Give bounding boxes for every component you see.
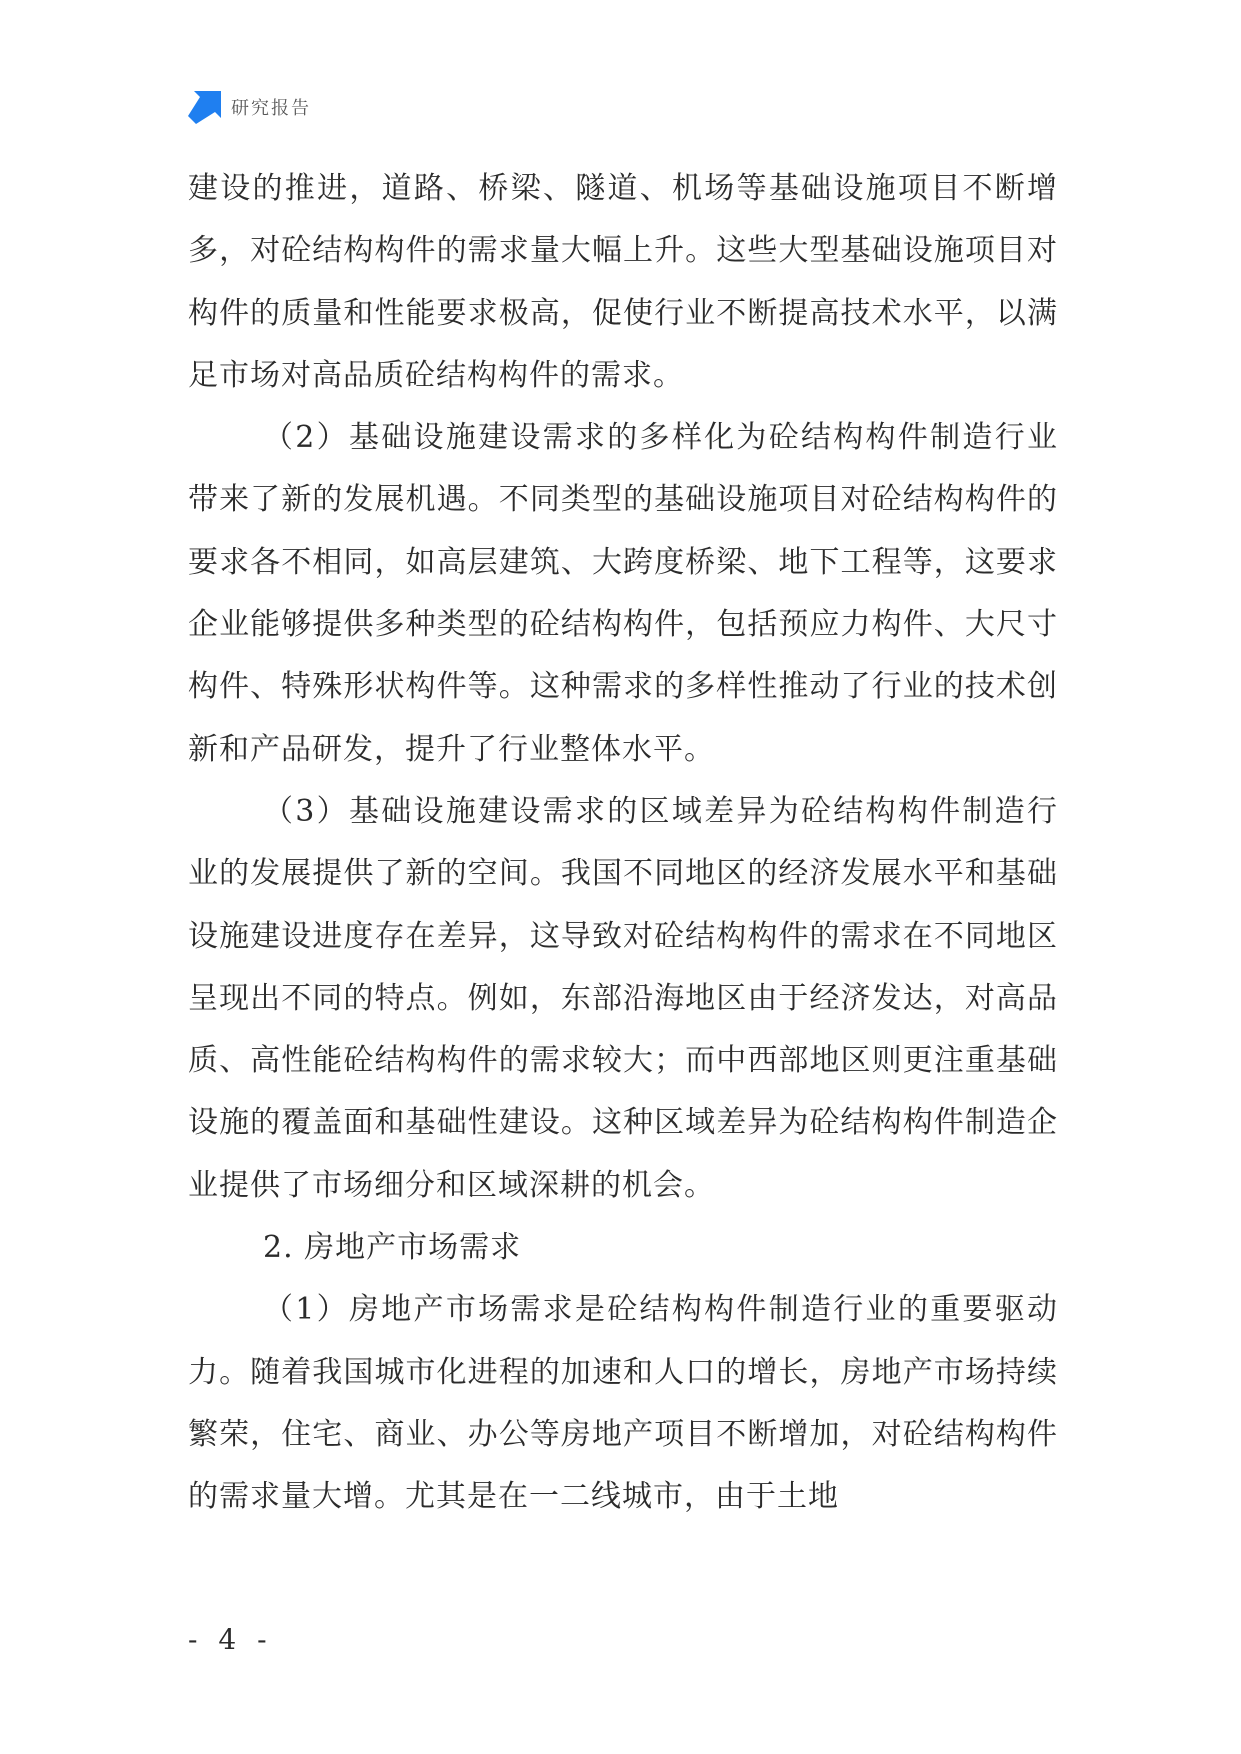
arrow-up-right-icon <box>188 91 221 124</box>
page-header <box>188 90 311 124</box>
document-body <box>188 158 1058 1529</box>
section-heading: 2. 房地产市场需求 <box>263 1230 522 1266</box>
body-paragraph-4: （1）房地产市场需求是砼结构构件制造行业的重要驱动力。随着我国城市化进程的加速和人口的增长，房地产市场持续繁荣，住宅、商业、办公等房地产项目不断增加，对砼结构构件的需求量大增。尤其是在一二线城市，由于土地 <box>188 1292 1058 1515</box>
body-paragraph-3: （3）基础设施建设需求的区域差异为砼结构构件制造行业的发展提供了新的空间。我国不同地区的经济发展水平和基础设施建设进度存在差异，这导致对砼结构构件的需求在不同地区呈现出不同的特点。例如，东部沿海地区由于经济发达，对高品质、高性能砼结构构件的需求较大；而中西部地区则更注重基础设施的覆盖面和基础性建设。这种区域差异为砼结构构件制造企业提供了市场细分和区域深耕的机会。 <box>188 793 1058 1203</box>
body-paragraph-2: （2）基础设施建设需求的多样化为砼结构构件制造行业带来了新的发展机遇。不同类型的基础设施项目对砼结构构件的要求各不相同，如高层建筑、大跨度桥梁、地下工程等，这要求企业能够提供多种类型的砼结构构件，包括预应力构件、大尺寸构件、特殊形状构件等。这种需求的多样性推动了行业的技术创新和产品研发，提升了行业整体水平。 <box>188 420 1058 767</box>
header-title: 研究报告 <box>231 98 311 119</box>
body-paragraph-1: 建设的推进，道路、桥梁、隧道、机场等基础设施项目不断增多，对砼结构构件的需求量大幅上升。这些大型基础设施项目对构件的质量和性能要求极高，促使行业不断提高技术水平，以满足市场对高品质砼结构构件的需求。 <box>188 171 1058 393</box>
page-number: - 4 - <box>188 1623 273 1656</box>
